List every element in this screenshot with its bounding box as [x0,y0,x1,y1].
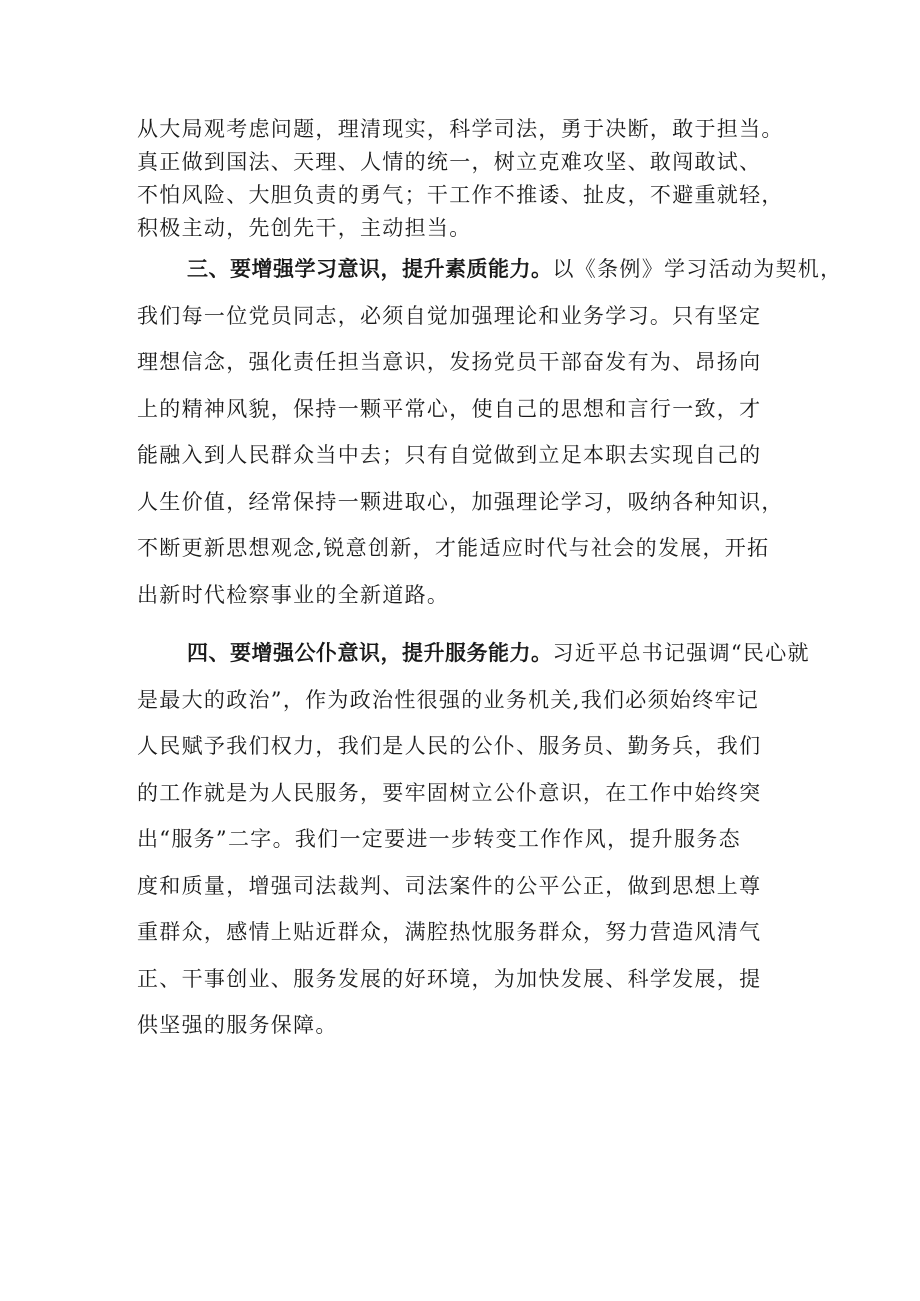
text-line: 人民赋予我们权力，我们是人民的公仆、服务员、勤务兵，我们 [137,734,762,758]
text-line: 能融入到人民群众当中去；只有自觉做到立足本职去实现自己的 [137,443,762,467]
text-line: 度和质量，增强司法裁判、司法案件的公平公正，做到思想上尊 [137,873,762,898]
text-line: 人生价值，经常保持一颗进取心，加强理论学习，吸纳各种知识， [137,489,784,514]
text-line: 正、干事创业、服务发展的好环境，为加快发展、科学发展，提 [137,966,762,991]
text-line: 真正做到国法、天理、人情的统一，树立克难攻坚、敢闯敢试、 [137,150,762,174]
text-line: 不断更新思想观念,锐意创新，才能适应时代与社会的发展，开拓 [137,536,770,560]
paragraph-section-three [137,246,843,618]
text-line: 理想信念，强化责任担当意识，发扬党员干部奋发有为、昂扬向 [137,350,762,374]
text-line: 重群众，感情上贴近群众，满腔热忱服务群众，努力营造风清气 [137,920,762,944]
text-line: 不怕风险、大胆负责的勇气；干工作不推诿、扯皮，不避重就轻， [137,183,784,207]
text-line: 的工作就是为人民服务，要牢固树立公仆意识，在工作中始终突 [137,780,762,805]
text-line: 出新时代检察事业的全新道路。 [137,582,450,607]
text-line: 我们每一位党员同志，必须自觉加强理论和业务学习。只有坚定 [137,303,762,328]
paragraph-continuation [137,113,797,245]
text-line-first [137,630,810,677]
text-run: 以《条例》学习活动为契机， [552,257,843,281]
text-line: 供坚强的服务保障。 [137,1013,338,1037]
paragraph-section-four [137,630,810,1049]
text-line: 是最大的政治”，作为政治性很强的业务机关,我们必须始终牢记 [137,687,760,712]
text-line: 上的精神风貌，保持一颗平常心，使自己的思想和言行一致，才 [137,396,762,421]
text-line: 从大局观考虑问题，理清现实，科学司法，勇于决断，敢于担当。 [137,117,784,141]
section-heading: 三、要增强学习意识，提升素质能力。 [187,257,553,281]
section-heading: 四、要增强公仆意识，提升服务能力。 [187,641,553,665]
text-run: 习近平总书记强调“民心就 [552,641,810,665]
text-line: 积极主动，先创先干，主动担当。 [137,216,472,240]
text-line: 出“服务”二字。我们一定要进一步转变工作作风，提升服务态 [137,827,741,851]
text-line-first [137,246,843,293]
